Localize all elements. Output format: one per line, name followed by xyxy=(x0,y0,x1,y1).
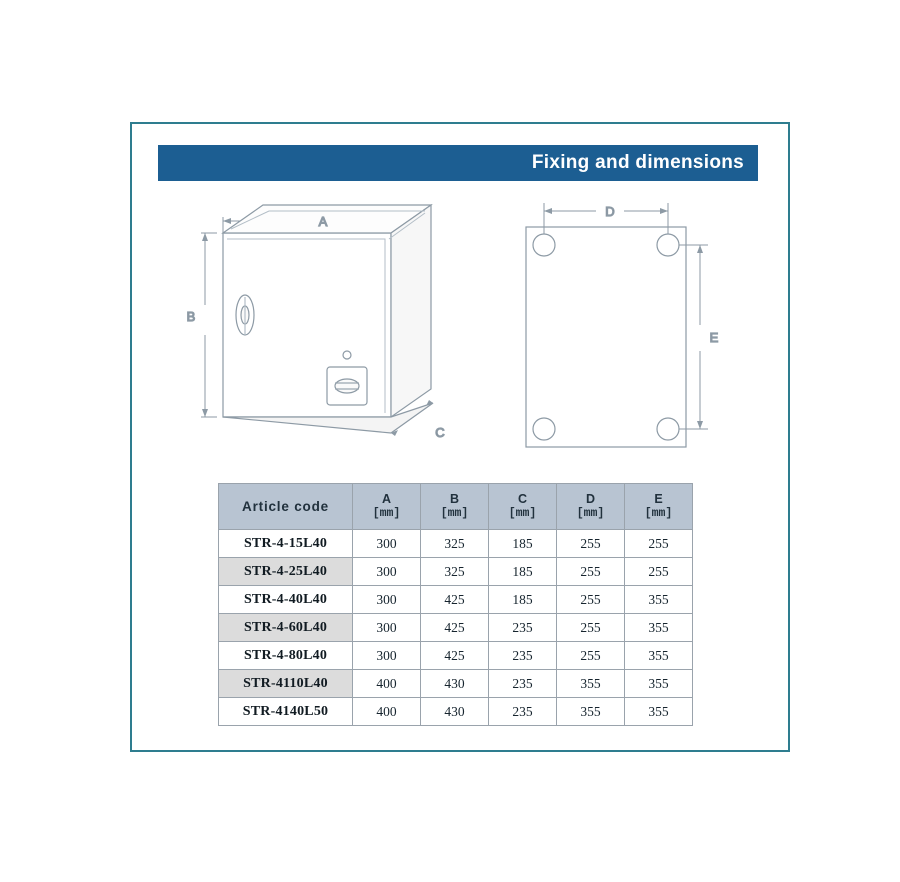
table-row xyxy=(219,558,693,586)
table-row xyxy=(219,698,693,726)
column-header-e-unit: [mm] xyxy=(644,507,673,521)
cell-d: 255 xyxy=(557,614,625,642)
column-header-b-unit: [mm] xyxy=(440,507,469,521)
column-header-a-unit: [mm] xyxy=(372,507,401,521)
column-header-c-letter: C xyxy=(517,491,528,506)
column-header-c xyxy=(489,484,557,530)
cell-d: 255 xyxy=(557,558,625,586)
cell-b: 325 xyxy=(421,530,489,558)
label-a: A xyxy=(318,214,328,229)
label-e: E xyxy=(709,330,719,345)
page-title: Fixing and dimensions xyxy=(531,152,744,173)
table-header-row xyxy=(219,484,693,530)
cell-c: 235 xyxy=(489,698,557,726)
cell-article-code: STR-4140L50 xyxy=(219,698,353,726)
dimensions-table xyxy=(218,483,693,726)
column-header-e xyxy=(625,484,693,530)
label-c: C xyxy=(435,425,445,440)
cell-d: 255 xyxy=(557,642,625,670)
column-header-b xyxy=(421,484,489,530)
cell-e: 355 xyxy=(625,586,693,614)
cell-c: 235 xyxy=(489,642,557,670)
cell-d: 255 xyxy=(557,530,625,558)
cell-c: 185 xyxy=(489,586,557,614)
section-header xyxy=(158,145,758,181)
cell-a: 400 xyxy=(353,698,421,726)
column-header-d-letter: D xyxy=(585,491,596,506)
fixing-svg xyxy=(500,185,740,470)
cell-c: 185 xyxy=(489,558,557,586)
fixing-holes-drawing xyxy=(500,185,740,470)
cell-article-code: STR-4-80L40 xyxy=(219,642,353,670)
cell-e: 355 xyxy=(625,614,693,642)
cell-a: 300 xyxy=(353,642,421,670)
cell-a: 300 xyxy=(353,614,421,642)
column-header-c-unit: [mm] xyxy=(508,507,537,521)
table-row xyxy=(219,670,693,698)
cell-b: 425 xyxy=(421,586,489,614)
label-d: D xyxy=(605,204,615,219)
column-header-d-unit: [mm] xyxy=(576,507,605,521)
cell-a: 300 xyxy=(353,586,421,614)
cell-d: 255 xyxy=(557,586,625,614)
cell-a: 300 xyxy=(353,530,421,558)
cell-e: 255 xyxy=(625,558,693,586)
enclosure-svg xyxy=(175,185,465,470)
cell-article-code: STR-4-60L40 xyxy=(219,614,353,642)
column-header-a-letter: A xyxy=(381,491,392,506)
cell-e: 355 xyxy=(625,698,693,726)
cell-e: 355 xyxy=(625,642,693,670)
table-row xyxy=(219,586,693,614)
cell-a: 400 xyxy=(353,670,421,698)
cell-e: 355 xyxy=(625,670,693,698)
cell-e: 255 xyxy=(625,530,693,558)
cell-article-code: STR-4-15L40 xyxy=(219,530,353,558)
column-header-b-letter: B xyxy=(449,491,460,506)
cell-b: 425 xyxy=(421,614,489,642)
column-header-article-code: Article code xyxy=(219,484,353,530)
cell-b: 325 xyxy=(421,558,489,586)
label-b: B xyxy=(186,309,196,324)
table-row xyxy=(219,642,693,670)
cell-c: 235 xyxy=(489,614,557,642)
cell-d: 355 xyxy=(557,670,625,698)
cell-b: 430 xyxy=(421,670,489,698)
column-header-e-letter: E xyxy=(654,491,663,506)
cell-b: 425 xyxy=(421,642,489,670)
cell-article-code: STR-4-25L40 xyxy=(219,558,353,586)
enclosure-perspective-drawing xyxy=(175,185,465,470)
dimensions-table-wrap xyxy=(218,483,692,726)
table-row xyxy=(219,614,693,642)
cell-c: 185 xyxy=(489,530,557,558)
table-row xyxy=(219,530,693,558)
column-header-a xyxy=(353,484,421,530)
cell-a: 300 xyxy=(353,558,421,586)
column-header-d xyxy=(557,484,625,530)
cell-article-code: STR-4110L40 xyxy=(219,670,353,698)
cell-b: 430 xyxy=(421,698,489,726)
cell-article-code: STR-4-40L40 xyxy=(219,586,353,614)
cell-c: 235 xyxy=(489,670,557,698)
cell-d: 355 xyxy=(557,698,625,726)
